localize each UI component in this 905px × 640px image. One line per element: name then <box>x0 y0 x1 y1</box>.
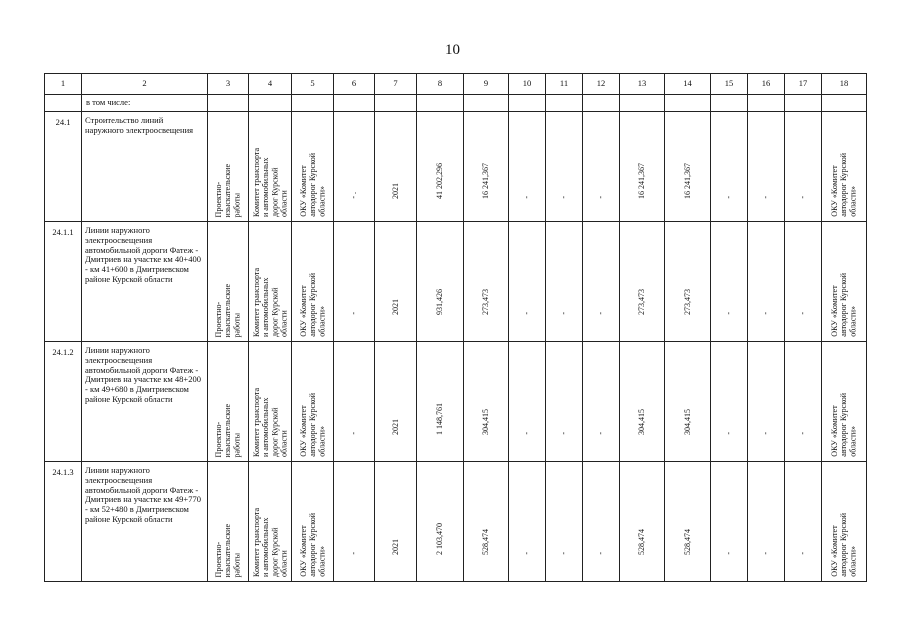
investment-table <box>44 73 867 582</box>
col15-cell <box>711 342 748 462</box>
customer-cell <box>249 112 292 222</box>
executor-cell <box>292 462 334 582</box>
col11-cell <box>546 462 583 582</box>
subheading-row <box>45 95 867 112</box>
column-number: 13 <box>620 74 665 95</box>
col15-cell <box>711 112 748 222</box>
col10-cell <box>509 342 546 462</box>
column-number: 6 <box>334 74 375 95</box>
col11-text: - <box>559 552 569 555</box>
col6-text: - <box>349 552 359 555</box>
col15-text: - <box>724 432 734 435</box>
work-type-text: Проектно- изыскательские работы <box>214 283 242 337</box>
col9-cell <box>464 342 509 462</box>
col13-text: 528,474 <box>637 529 647 555</box>
customer-cell <box>249 342 292 462</box>
col11-text: - <box>559 432 569 435</box>
customer-text: Комитет транспорта и автомобильных дорог Курской области <box>251 388 289 457</box>
column-number: 5 <box>292 74 334 95</box>
col9-text: 16 241,367 <box>481 163 491 199</box>
item-name: Линии наружного электроосвещения автомобильной дороги Фатеж - Дмитриев на участке км 40+400 - км 41+600 в Дмитриевском районе Курской области <box>82 222 208 342</box>
col17-cell <box>785 462 822 582</box>
col10-text: - <box>522 552 532 555</box>
col9-cell <box>464 222 509 342</box>
item-number: 24.1.3 <box>45 462 82 582</box>
col11-text: - <box>559 196 569 199</box>
col12-cell <box>583 222 620 342</box>
total-cost-cell <box>417 462 464 582</box>
col10-text: - <box>522 432 532 435</box>
column-number: 12 <box>583 74 620 95</box>
year-text: 2021 <box>390 419 400 435</box>
column-number: 2 <box>82 74 208 95</box>
responsible-text: ОКУ «Комитет автодорог Курской области» <box>830 513 858 577</box>
col15-cell <box>711 462 748 582</box>
col10-text: - <box>522 312 532 315</box>
executor-text: ОКУ «Комитет автодорог Курской области» <box>298 393 327 457</box>
customer-cell <box>249 222 292 342</box>
col10-cell <box>509 462 546 582</box>
work-type-cell <box>208 462 249 582</box>
item-name: Строительство линий наружного электроосвещения <box>82 112 208 222</box>
responsible-cell <box>822 462 867 582</box>
column-number: 17 <box>785 74 822 95</box>
column-number: 15 <box>711 74 748 95</box>
work-type-text: Проектно- изыскательские работы <box>214 163 242 217</box>
column-number: 3 <box>208 74 249 95</box>
total-cost-text: 931,426 <box>435 289 445 315</box>
column-number: 4 <box>249 74 292 95</box>
responsible-cell <box>822 112 867 222</box>
executor-cell <box>292 222 334 342</box>
customer-text: Комитет транспорта и автомобильных дорог Курской области <box>251 148 289 217</box>
subheading: в том числе: <box>82 95 208 112</box>
col6-cell <box>334 462 375 582</box>
col12-cell <box>583 342 620 462</box>
col10-cell <box>509 112 546 222</box>
column-number: 11 <box>546 74 583 95</box>
year-text: 2021 <box>390 299 400 315</box>
col12-text: - <box>596 432 606 435</box>
col15-text: - <box>724 552 734 555</box>
col14-text: 304,415 <box>682 409 692 435</box>
col9-cell <box>464 462 509 582</box>
col16-text: - <box>761 196 771 199</box>
col16-cell <box>748 112 785 222</box>
table-row <box>45 342 867 462</box>
responsible-text: ОКУ «Комитет автодорог Курской области» <box>830 393 858 457</box>
col13-cell <box>620 342 665 462</box>
col17-text: - <box>798 312 808 315</box>
column-number: 8 <box>417 74 464 95</box>
year-cell <box>375 342 417 462</box>
total-cost-text: 2 103,470 <box>435 523 445 555</box>
col15-text: - <box>724 312 734 315</box>
col12-text: - <box>596 552 606 555</box>
customer-text: Комитет транспорта и автомобильных дорог Курской области <box>251 268 289 337</box>
work-type-cell <box>208 222 249 342</box>
col10-text: - <box>522 196 532 199</box>
col10-cell <box>509 222 546 342</box>
col17-text: - <box>798 552 808 555</box>
col6-text: - <box>349 432 359 435</box>
col6-cell <box>334 222 375 342</box>
col9-text: 273,473 <box>481 289 491 315</box>
col16-text: - <box>761 432 771 435</box>
column-number: 16 <box>748 74 785 95</box>
year-text: 2021 <box>390 539 400 555</box>
col16-cell <box>748 342 785 462</box>
total-cost-cell <box>417 222 464 342</box>
col12-cell <box>583 462 620 582</box>
col13-cell <box>620 222 665 342</box>
year-cell <box>375 112 417 222</box>
column-number-row <box>45 74 867 95</box>
customer-text: Комитет транспорта и автомобильных дорог Курской области <box>251 508 289 577</box>
col14-text: 16 241,367 <box>682 163 692 199</box>
item-number: 24.1.1 <box>45 222 82 342</box>
col11-cell <box>546 112 583 222</box>
total-cost-cell <box>417 342 464 462</box>
col11-text: - <box>559 312 569 315</box>
col16-text: - <box>761 552 771 555</box>
col9-text: 304,415 <box>481 409 491 435</box>
col6-text: - . <box>349 192 359 199</box>
table-row <box>45 112 867 222</box>
col17-cell <box>785 112 822 222</box>
col6-cell <box>334 112 375 222</box>
customer-cell <box>249 462 292 582</box>
col14-cell <box>665 112 711 222</box>
year-text: 2021 <box>390 183 400 199</box>
col17-text: - <box>798 432 808 435</box>
responsible-text: ОКУ «Комитет автодорог Курской области» <box>830 273 858 337</box>
col17-text: - <box>798 196 808 199</box>
executor-text: ОКУ «Комитет автодорог Курской области» <box>298 273 327 337</box>
year-cell <box>375 462 417 582</box>
col14-cell <box>665 342 711 462</box>
item-number: 24.1 <box>45 112 82 222</box>
work-type-text: Проектно- изыскательские работы <box>214 523 242 577</box>
executor-cell <box>292 342 334 462</box>
col9-text: 528,474 <box>481 529 491 555</box>
col11-cell <box>546 342 583 462</box>
column-number: 7 <box>375 74 417 95</box>
col14-cell <box>665 462 711 582</box>
work-type-cell <box>208 342 249 462</box>
col6-text: - <box>349 312 359 315</box>
col16-cell <box>748 222 785 342</box>
col13-text: 273,473 <box>637 289 647 315</box>
col14-text: 528,474 <box>682 529 692 555</box>
column-number: 1 <box>45 74 82 95</box>
table-row <box>45 222 867 342</box>
page-number: 10 <box>445 42 460 58</box>
year-cell <box>375 222 417 342</box>
col11-cell <box>546 222 583 342</box>
executor-text: ОКУ «Комитет автодорог Курской области» <box>298 153 327 217</box>
col9-cell <box>464 112 509 222</box>
col17-cell <box>785 222 822 342</box>
executor-cell <box>292 112 334 222</box>
column-number: 18 <box>822 74 867 95</box>
item-name: Линии наружного электроосвещения автомобильной дороги Фатеж - Дмитриев на участке км 48+200 - км 49+680 в Дмитриевском районе Курской области <box>82 342 208 462</box>
col12-text: - <box>596 312 606 315</box>
col12-cell <box>583 112 620 222</box>
executor-text: ОКУ «Комитет автодорог Курской области» <box>298 513 327 577</box>
table-row <box>45 462 867 582</box>
col14-text: 273,473 <box>682 289 692 315</box>
work-type-cell <box>208 112 249 222</box>
col16-cell <box>748 462 785 582</box>
col14-cell <box>665 222 711 342</box>
total-cost-text: 1 148,761 <box>435 403 445 435</box>
col13-cell <box>620 112 665 222</box>
responsible-cell <box>822 222 867 342</box>
total-cost-cell <box>417 112 464 222</box>
column-number: 9 <box>464 74 509 95</box>
col13-text: 16 241,367 <box>637 163 647 199</box>
col13-cell <box>620 462 665 582</box>
work-type-text: Проектно- изыскательские работы <box>214 403 242 457</box>
item-number: 24.1.2 <box>45 342 82 462</box>
col6-cell <box>334 342 375 462</box>
col15-cell <box>711 222 748 342</box>
item-name: Линии наружного электроосвещения автомобильной дороги Фатеж - Дмитриев на участке км 49+770 - км 52+480 в Дмитриевском районе Курской области <box>82 462 208 582</box>
col12-text: - <box>596 196 606 199</box>
col13-text: 304,415 <box>637 409 647 435</box>
col16-text: - <box>761 312 771 315</box>
column-number: 10 <box>509 74 546 95</box>
column-number: 14 <box>665 74 711 95</box>
responsible-text: ОКУ «Комитет автодорог Курской области» <box>830 153 858 217</box>
total-cost-text: 41 202,296 <box>435 163 445 199</box>
col15-text: - <box>724 196 734 199</box>
col17-cell <box>785 342 822 462</box>
responsible-cell <box>822 342 867 462</box>
